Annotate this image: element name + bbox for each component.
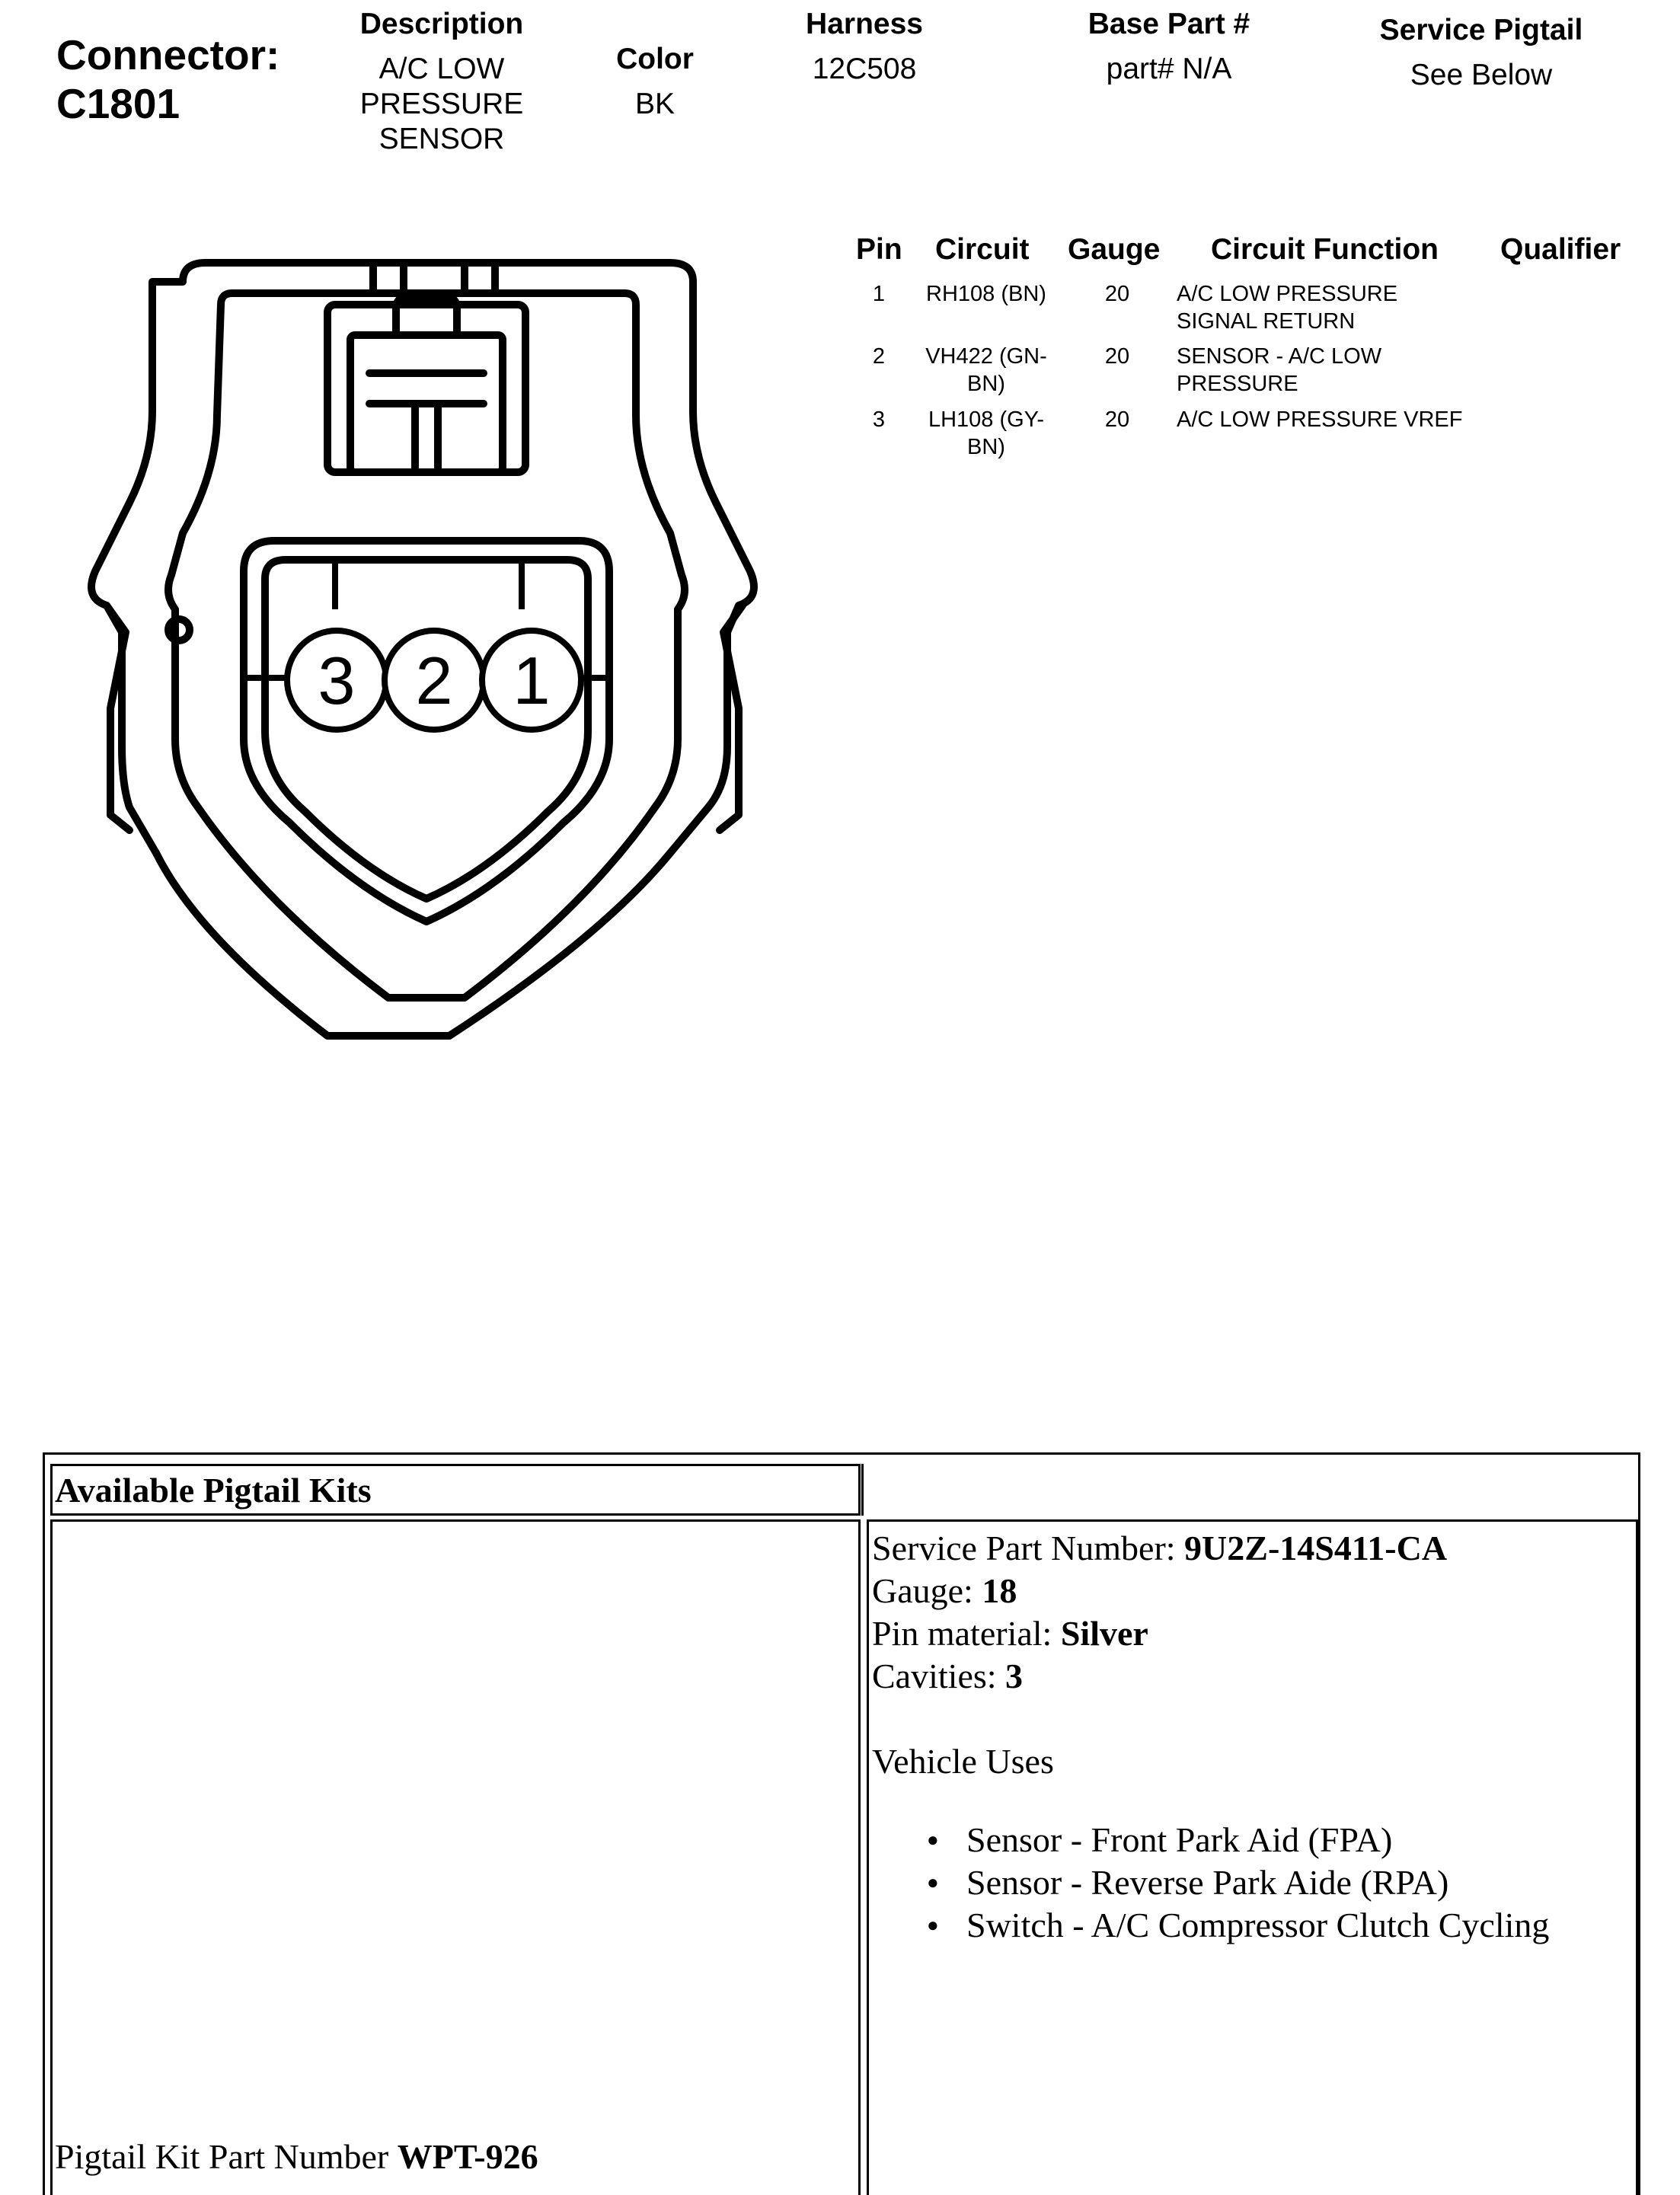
service-pigtail-column <box>1356 14 1607 93</box>
service-pigtail-value: See Below <box>1410 59 1553 91</box>
color-label: Color <box>616 43 694 75</box>
description-value <box>327 52 556 157</box>
pin-function-line: PRESSURE <box>1177 372 1298 396</box>
service-part-value: 9U2Z-14S411-CA <box>1184 1529 1448 1567</box>
color-value: BK <box>634 88 676 120</box>
cavity-label: 3 <box>318 643 356 718</box>
pigtail-kit-part-label: Pigtail Kit Part Number <box>55 2137 398 2176</box>
pin-gauge: 20 <box>1104 282 1130 306</box>
cavity-label: 1 <box>513 643 551 718</box>
pin-function-line: SIGNAL RETURN <box>1177 309 1356 334</box>
pin-circuit <box>910 280 1062 308</box>
kit-gauge-value: 18 <box>982 1571 1017 1610</box>
harness-column <box>769 8 960 87</box>
pin-circuit-line: RH108 (BN) <box>926 282 1046 306</box>
kit-pin-material <box>872 1612 1148 1655</box>
list-item: ● Switch - A/C Compressor Clutch Cycling <box>872 1904 1549 1947</box>
vehicle-uses-list <box>872 1819 1549 1947</box>
gauge-header: Gauge <box>1068 233 1161 266</box>
pin-number: 1 <box>872 282 886 306</box>
description-line: SENSOR <box>378 123 505 155</box>
pigtail-kits-blank-cell <box>861 1464 1640 1516</box>
qualifier-header: Qualifier <box>1500 233 1621 266</box>
connector-id: C1801 <box>56 80 180 127</box>
pin-function <box>1177 406 1512 433</box>
pin-function-line: SENSOR - A/C LOW <box>1177 344 1382 369</box>
kit-cavities-value: 3 <box>1005 1657 1024 1695</box>
connector-title <box>56 30 279 128</box>
harness-label: Harness <box>806 8 923 40</box>
pin-gauge: 20 <box>1104 407 1130 432</box>
circuit-header: Circuit <box>935 233 1030 266</box>
top-rib-right <box>465 263 495 293</box>
base-part-label: Base Part # <box>1088 8 1250 40</box>
description-line: A/C LOW <box>378 53 505 85</box>
kit-gauge-label: Gauge: <box>872 1571 982 1610</box>
pigtail-kits-title: Available Pigtail Kits <box>55 1471 372 1510</box>
pin-number: 2 <box>872 344 886 369</box>
list-item: ● Sensor - Reverse Park Aide (RPA) <box>872 1861 1549 1904</box>
pin-circuit <box>910 406 1062 461</box>
pin-function <box>1177 280 1512 335</box>
kit-cavities <box>872 1655 1023 1698</box>
pigtail-kit-image-cell <box>50 1519 861 2195</box>
pin-number: 3 <box>872 407 886 432</box>
list-item: ● Sensor - Front Park Aid (FPA) <box>872 1819 1549 1861</box>
service-pigtail-label: Service Pigtail <box>1379 14 1583 46</box>
pin-circuit-line: LH108 (GY- <box>928 407 1045 432</box>
pin-function-line: A/C LOW PRESSURE VREF <box>1177 407 1463 432</box>
harness-value: 12C508 <box>812 53 917 85</box>
vehicle-uses-label: Vehicle Uses <box>872 1742 1054 1781</box>
pin-circuit-line: BN) <box>967 372 1005 396</box>
pigtail-kit-part-value: WPT-926 <box>397 2137 538 2176</box>
pin-circuit <box>910 343 1062 398</box>
kit-cavities-label: Cavities: <box>872 1657 1006 1695</box>
base-part-column <box>1051 8 1287 87</box>
connector-diagram <box>69 251 822 1059</box>
service-part-label: Service Part Number: <box>872 1529 1185 1567</box>
description-label: Description <box>359 8 524 40</box>
top-rib-left <box>373 263 404 293</box>
latch-housing <box>327 305 525 472</box>
kit-pin-material-label: Pin material: <box>872 1614 1061 1653</box>
pin-circuit-line: BN) <box>967 435 1005 459</box>
service-part-number <box>872 1527 1447 1570</box>
pin-gauge: 20 <box>1104 344 1130 369</box>
cavity-label: 2 <box>415 643 453 718</box>
kit-gauge <box>872 1570 1017 1612</box>
pin-header: Pin <box>856 233 902 266</box>
description-column <box>327 8 556 157</box>
pin-circuit-line: VH422 (GN- <box>925 344 1047 369</box>
pin-function-line: A/C LOW PRESSURE <box>1177 282 1398 306</box>
pigtail-kit-part-number <box>55 2136 538 2177</box>
pin-function <box>1177 343 1512 398</box>
base-part-value: part# N/A <box>1106 53 1232 85</box>
description-line: PRESSURE <box>359 88 524 120</box>
circuit-function-header: Circuit Function <box>1211 233 1439 266</box>
connector-label: Connector: <box>56 31 280 78</box>
kit-pin-material-value: Silver <box>1060 1614 1148 1653</box>
latch-stem <box>369 373 484 472</box>
color-column <box>579 43 731 122</box>
